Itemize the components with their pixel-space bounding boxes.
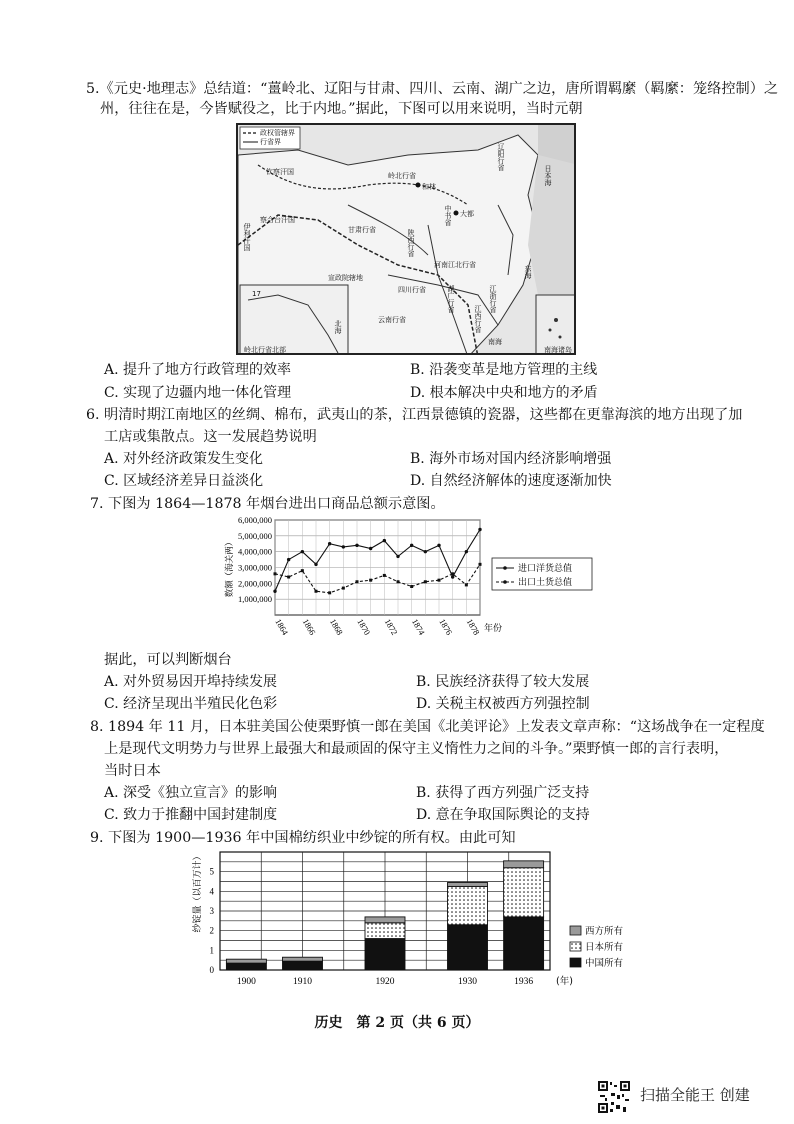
x-tick-label: 1872 — [382, 617, 400, 637]
series-point — [410, 544, 413, 547]
bar-segment-3 — [226, 959, 266, 963]
series-point — [342, 545, 345, 548]
map-label-henan: 河南江北行省 — [434, 261, 476, 269]
bar-segment-1 — [504, 917, 544, 970]
x-tick-label: 1930 — [458, 977, 477, 987]
series-point — [342, 587, 345, 590]
x-tick-label: 1936 — [514, 977, 534, 987]
legend-swatch — [570, 942, 581, 951]
series-point — [465, 583, 468, 586]
scanner-watermark: 扫描全能王 创建 — [640, 1086, 750, 1104]
map-label-huguang: 湖广行省 — [447, 285, 455, 313]
legend-label: 中国所有 — [585, 958, 624, 969]
series-point — [369, 547, 372, 550]
map-label-khanate3: 伊利汗国 — [243, 223, 251, 251]
bar-segment-1 — [283, 961, 323, 970]
map-legend-boundary: 政权管辖界 — [260, 129, 295, 137]
series-point — [369, 579, 372, 582]
q5-stem-line1: 5.《元史·地理志》总结道：“薑岭北、辽阳与甘肃、四川、云南、湖广之边，唐所谓羁縻（羁縻：笼络控制）之 — [86, 81, 779, 97]
legend-swatch — [570, 926, 581, 935]
map-label-sea2: 东海 — [524, 265, 532, 279]
q7-stem: 7. 下图为 1864—1878 年烟台进出口商品总额示意图。 — [90, 496, 445, 512]
q7-option-b[interactable]: B. 民族经济获得了较大发展 — [416, 674, 590, 690]
map-label-liaoyang: 辽阳行省 — [497, 143, 505, 171]
q6-option-b[interactable]: B. 海外市场对国内经济影响增强 — [410, 451, 612, 467]
q5-option-a[interactable]: A. 提升了地方行政管理的效率 — [104, 362, 292, 378]
q7-option-a[interactable]: A. 对外贸易因开埠持续发展 — [104, 674, 278, 690]
q9-stem: 9. 下图为 1900—1936 年中国棉纺织业中纱锭的所有权。由此可知 — [90, 830, 516, 846]
y-tick-label: 5 — [209, 866, 214, 877]
y-tick-label: 1 — [209, 945, 214, 956]
y-tick-label: 0 — [209, 965, 214, 975]
bar-segment-1 — [448, 925, 488, 970]
bar-segment-2 — [365, 923, 405, 939]
series-point — [356, 580, 359, 583]
q8-stem-line3: 当时日本 — [104, 763, 161, 779]
yantai-trade-line-chart — [220, 512, 595, 642]
bar-segment-1 — [365, 939, 405, 970]
y-tick-label: 3 — [209, 906, 214, 916]
bar-segment-3 — [448, 882, 488, 886]
series-point — [274, 572, 277, 575]
series-point — [383, 574, 386, 577]
bar-segment-2 — [448, 886, 488, 924]
series-point — [355, 544, 358, 547]
map-label-sichuan: 四川行省 — [398, 286, 426, 294]
series-point — [314, 563, 317, 566]
qr-code-icon — [597, 1080, 631, 1114]
series-point — [479, 563, 482, 566]
map-label-inset-region: 岭北行省北部 — [244, 346, 286, 354]
series-point — [328, 542, 331, 545]
q7-option-d[interactable]: D. 关税主权被西方列强控制 — [416, 696, 590, 712]
map-label-sea3: 南海 — [488, 338, 502, 346]
map-label-helin: 和林 — [422, 183, 436, 191]
yuan-dynasty-map — [236, 123, 576, 355]
q8-stem-line2: 上是现代文明势力与世界上最强大和最顽固的保守主义惰性力之间的斗争。”栗野慎一郎的言行表明， — [104, 741, 729, 757]
legend-label: 西方所有 — [585, 926, 624, 937]
q6-option-d[interactable]: D. 自然经济解体的速度逐渐加快 — [410, 473, 612, 489]
series-point — [301, 569, 304, 572]
x-tick-label: 1876 — [437, 617, 455, 637]
bar-segment-3 — [283, 957, 323, 961]
y-tick-label: 5,000,000 — [238, 530, 272, 541]
series-point — [328, 591, 331, 594]
y-tick-label: 2,000,000 — [238, 578, 272, 589]
map-label-lingbei: 岭北行省 — [388, 172, 416, 180]
x-axis-label: (年) — [556, 976, 573, 987]
series-point — [287, 558, 290, 561]
q7-after-stem: 据此，可以判断烟台 — [104, 652, 232, 668]
legend-label: 出口土货总值 — [518, 578, 573, 588]
series-point — [451, 572, 454, 575]
map-label-xuanzheng: 宣政院辖地 — [328, 274, 363, 282]
series-point — [424, 550, 427, 553]
map-label-jiangxi: 江西行省 — [474, 305, 482, 333]
series-point — [410, 585, 413, 588]
series-point — [273, 590, 276, 593]
series-point — [383, 539, 386, 542]
legend-marker — [503, 580, 507, 584]
y-axis-label: 数额（海关两） — [225, 537, 235, 598]
q6-option-a[interactable]: A. 对外经济政策发生变化 — [104, 451, 264, 467]
q8-option-a[interactable]: A. 深受《独立宣言》的影响 — [104, 785, 278, 801]
series-point — [287, 576, 290, 579]
x-tick-label: 1866 — [300, 617, 318, 637]
bar-segment-2 — [504, 868, 544, 917]
series-point — [424, 580, 427, 583]
y-tick-label: 4,000,000 — [238, 546, 272, 557]
x-tick-label: 1874 — [409, 617, 428, 637]
map-label-khanate2: 察合台汗国 — [260, 216, 295, 224]
map-label-yunnan: 云南行省 — [378, 316, 406, 324]
series-line-1 — [275, 530, 480, 592]
x-tick-label: 1864 — [273, 617, 291, 637]
q5-option-d[interactable]: D. 根本解决中央和地方的矛盾 — [410, 385, 598, 401]
series-point — [301, 550, 304, 553]
series-point — [396, 555, 399, 558]
spindle-ownership-bar-chart — [190, 846, 670, 994]
q5-option-b[interactable]: B. 沿袭变革是地方管理的主线 — [410, 362, 598, 378]
map-label-sea1: 日本海 — [544, 165, 552, 186]
y-tick-label: 3,000,000 — [238, 562, 272, 573]
series-point — [438, 579, 441, 582]
y-tick-label: 4 — [209, 886, 214, 897]
x-tick-label: 1920 — [375, 977, 395, 987]
map-label-inset-scale: 17 — [252, 290, 261, 298]
x-tick-label: 1900 — [236, 977, 256, 987]
y-tick-label: 6,000,000 — [238, 515, 272, 525]
legend-swatch — [570, 958, 581, 967]
map-label-jiangzhe: 江浙行省 — [489, 285, 497, 313]
map-label-shaanxi: 陕西行省 — [407, 229, 415, 257]
x-tick-label: 1910 — [293, 977, 312, 987]
y-tick-label: 1,000,000 — [238, 594, 272, 605]
q8-option-c[interactable]: C. 致力于推翻中国封建制度 — [104, 807, 278, 823]
map-label-gansu: 甘肃行省 — [348, 226, 376, 234]
legend-label: 日本所有 — [585, 942, 624, 953]
legend-label: 进口洋货总值 — [518, 564, 573, 574]
map-label-inset-island: 南海诸岛 — [544, 346, 572, 354]
q6-option-c[interactable]: C. 区域经济差异日益淡化 — [104, 473, 264, 489]
series-point — [478, 528, 481, 531]
bar-segment-3 — [504, 861, 544, 868]
series-point — [465, 550, 468, 553]
bar-segment-1 — [226, 963, 266, 970]
y-axis-label: 纱锭量（以百万计） — [193, 851, 203, 933]
q8-option-b[interactable]: B. 获得了西方列强广泛支持 — [416, 785, 590, 801]
map-label-khanate1: 钦察汗国 — [266, 168, 294, 176]
x-tick-label: 1870 — [355, 617, 373, 637]
series-point — [437, 544, 440, 547]
q8-stem-line1: 8. 1894 年 11 月，日本驻美国公使栗野慎一郎在美国《北美评论》上发表文章声称：“这场战争在一定程度 — [90, 719, 765, 735]
page-footer: 历史 第 2 页（共 6 页） — [314, 1015, 480, 1031]
series-point — [451, 575, 454, 578]
q6-stem-line2: 工店或集散点。这一发展趋势说明 — [104, 429, 317, 445]
legend-marker — [503, 566, 507, 570]
x-tick-label: 1868 — [327, 617, 346, 637]
q7-option-c[interactable]: C. 经济呈现出半殖民化色彩 — [104, 696, 278, 712]
series-point — [397, 580, 400, 583]
map-legend-province: 行省界 — [260, 138, 281, 146]
x-tick-label: 1878 — [464, 617, 482, 637]
map-label-inset-note: 北海 — [334, 320, 342, 334]
map-label-dadu: 大都 — [460, 210, 474, 218]
q5-option-c[interactable]: C. 实现了边疆内地一体化管理 — [104, 385, 292, 401]
y-tick-label: 2 — [209, 925, 214, 936]
q6-stem-line1: 6. 明清时期江南地区的丝绸、棉布，武夷山的茶，江西景德镇的瓷器，这些都在更靠海滨的地方出现了加 — [86, 407, 743, 423]
series-point — [315, 590, 318, 593]
map-label-zhongshu: 中书省 — [444, 205, 452, 226]
bar-segment-3 — [365, 917, 405, 923]
x-axis-label: 年份 — [484, 624, 503, 634]
q5-stem-line2: 州，往往在是，今皆赋役之，比于内地。”据此，下图可以用来说明，当时元朝 — [100, 101, 583, 117]
q8-option-d[interactable]: D. 意在争取国际舆论的支持 — [416, 807, 590, 823]
